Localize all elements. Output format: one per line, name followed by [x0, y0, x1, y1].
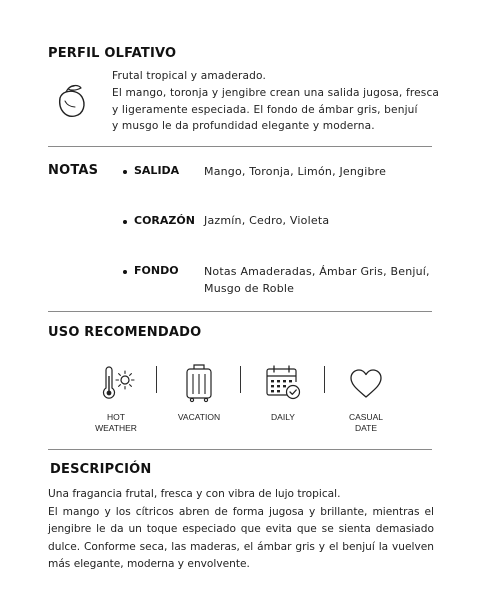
divider: [324, 366, 325, 393]
thermometer-sun-icon: [100, 366, 138, 402]
usage-label-daily: DAILY: [271, 412, 295, 422]
profile-title: PERFIL OLFATIVO: [48, 46, 177, 61]
note-value-corazon: Jazmín, Cedro, Violeta: [204, 214, 330, 227]
note-name-salida: SALIDA: [134, 164, 180, 177]
profile-line-2: El mango, toronja y jengibre crean una salida jugosa, fresca: [112, 87, 440, 99]
bullet: [123, 270, 127, 274]
usage-title: USO RECOMENDADO: [48, 325, 202, 340]
heart-icon: [349, 368, 383, 400]
profile-line-3: y ligeramente especiada. El fondo de ámbar gris, benjuí: [112, 104, 418, 116]
usage-label-hot-weather: HOT WEATHER: [95, 412, 137, 433]
description-line-2: El mango y los cítricos abren de forma jugosa y brillante, mientras el jengibre le da un toque especiado que evita que se sienta demasiado dulce. Conforme seca, las maderas, el ámbar gris y el benjuí la vuelven más elegante, moderna y envolvente.: [48, 505, 434, 570]
suitcase-icon: [184, 363, 214, 403]
note-name-corazon: CORAZÓN: [134, 214, 195, 227]
usage-label-casual-date: CASUAL DATE: [348, 412, 383, 433]
usage-label-vacation: VACATION: [177, 412, 221, 422]
description-body: [48, 486, 434, 574]
divider: [48, 311, 432, 312]
bullet: [123, 220, 127, 224]
profile-line-4: y musgo le da profundidad elegante y moderna.: [112, 120, 375, 132]
description-title: DESCRIPCIÓN: [50, 462, 152, 477]
notes-title: NOTAS: [48, 163, 99, 178]
bullet: [123, 170, 127, 174]
mango-fruit-icon: [52, 82, 90, 122]
calendar-check-icon: [265, 364, 301, 402]
divider: [240, 366, 241, 393]
profile-line-1: Frutal tropical y amaderado.: [112, 70, 267, 82]
note-name-fondo: FONDO: [134, 264, 179, 277]
divider: [48, 449, 432, 450]
divider: [48, 146, 432, 147]
note-value-fondo: Notas Amaderadas, Ámbar Gris, Benjuí, Musgo de Roble: [204, 265, 430, 295]
description-line-1: Una fragancia frutal, fresca y con vibra de lujo tropical.: [48, 488, 341, 500]
divider: [156, 366, 157, 393]
note-value-salida: Mango, Toronja, Limón, Jengibre: [204, 165, 387, 178]
